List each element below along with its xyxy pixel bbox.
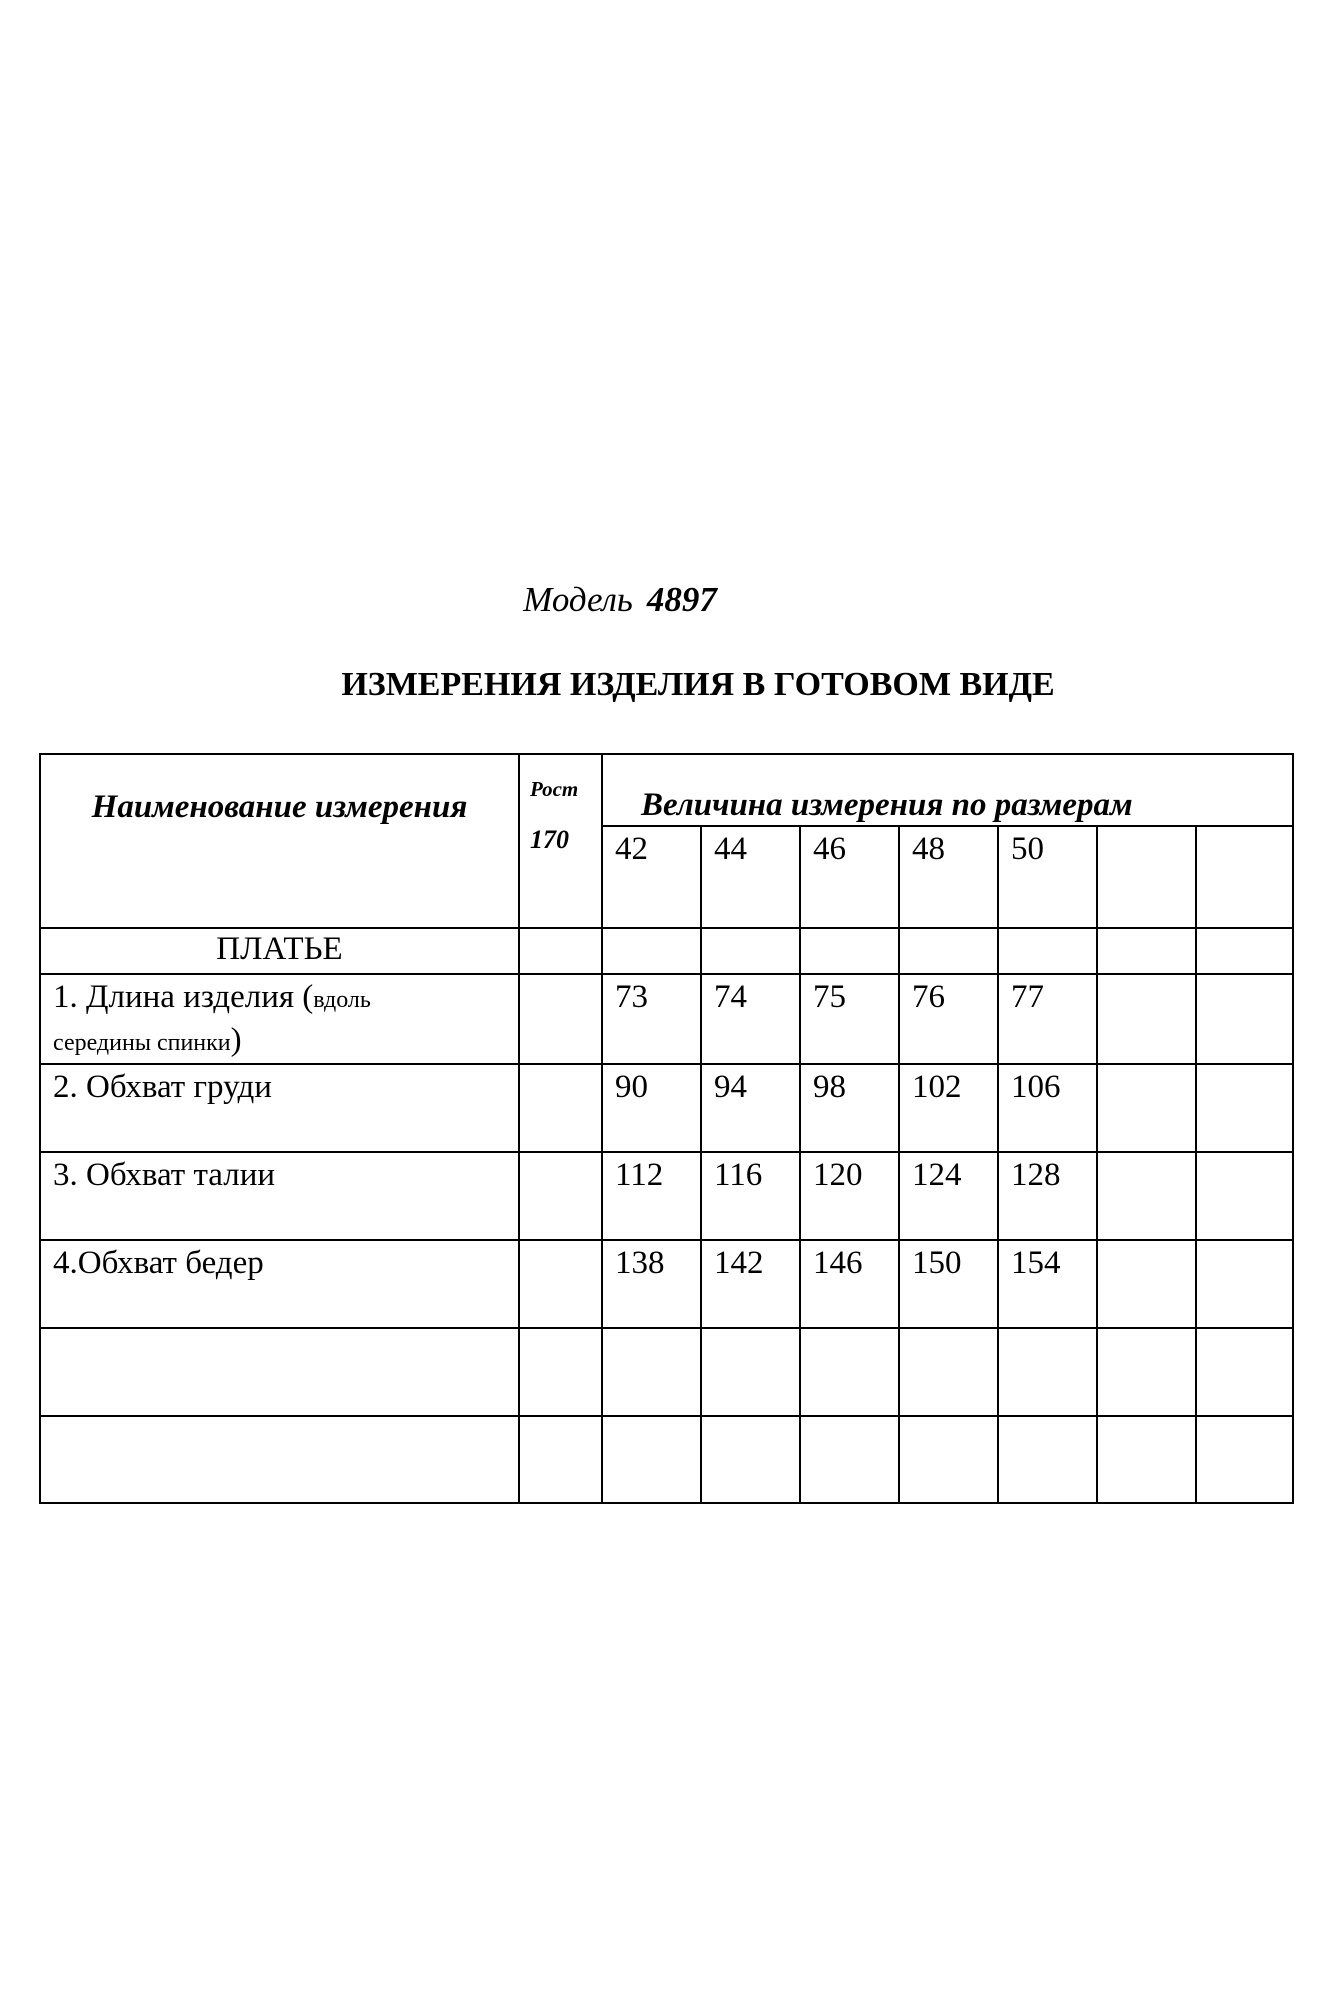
empty-row <box>40 1328 1293 1416</box>
empty-cell <box>701 1328 800 1416</box>
rost-cell <box>519 1064 602 1152</box>
measurement-name: 4.Обхват бедер <box>40 1240 519 1328</box>
size-cell: 50 <box>998 826 1097 928</box>
empty-cell <box>40 1416 519 1503</box>
measurements-table <box>39 753 1294 1504</box>
value-cell <box>1196 1064 1293 1152</box>
empty-cell <box>1196 1328 1293 1416</box>
value-cell <box>1097 974 1196 1064</box>
model-label: Модель <box>523 580 633 619</box>
empty-cell <box>519 1416 602 1503</box>
empty-cell <box>701 928 800 974</box>
value-cell <box>1196 974 1293 1064</box>
value-cell: 76 <box>899 974 998 1064</box>
empty-cell <box>1196 928 1293 974</box>
table-row <box>40 1240 1293 1328</box>
value-cell: 128 <box>998 1152 1097 1240</box>
size-cell <box>1097 826 1196 928</box>
note-paren-open: ( <box>302 979 314 1015</box>
value-cell: 102 <box>899 1064 998 1152</box>
measurement-note: вдоль <box>313 987 371 1013</box>
model-number: 4897 <box>646 580 717 619</box>
empty-cell <box>1097 928 1196 974</box>
rost-value: 170 <box>530 825 569 854</box>
rost-cell <box>519 1152 602 1240</box>
size-cell <box>1196 826 1293 928</box>
empty-cell <box>602 1328 701 1416</box>
value-cell <box>1097 1152 1196 1240</box>
section-label: ПЛАТЬЕ <box>40 928 519 974</box>
table-row <box>40 974 1293 1064</box>
rost-cell <box>519 974 602 1064</box>
empty-cell <box>800 928 899 974</box>
value-cell <box>1196 1152 1293 1240</box>
value-cell: 124 <box>899 1152 998 1240</box>
size-cell: 42 <box>602 826 701 928</box>
empty-cell <box>701 1416 800 1503</box>
column-header-sizes: Величина измерения по размерам <box>602 754 1293 826</box>
rost-cell <box>519 1240 602 1328</box>
empty-cell <box>800 1328 899 1416</box>
value-cell: 73 <box>602 974 701 1064</box>
empty-cell <box>602 1416 701 1503</box>
value-cell <box>1097 1064 1196 1152</box>
value-cell: 146 <box>800 1240 899 1328</box>
section-row <box>40 928 1293 974</box>
size-cell: 44 <box>701 826 800 928</box>
value-cell: 90 <box>602 1064 701 1152</box>
value-cell: 150 <box>899 1240 998 1328</box>
measurement-name: 3. Обхват талии <box>40 1152 519 1240</box>
value-cell: 116 <box>701 1152 800 1240</box>
empty-cell <box>998 1328 1097 1416</box>
empty-cell <box>899 1328 998 1416</box>
document-title: ИЗМЕРЕНИЯ ИЗДЕЛИЯ В ГОТОВОМ ВИДЕ <box>341 666 1055 703</box>
empty-cell <box>1097 1328 1196 1416</box>
column-header-rost <box>519 754 602 928</box>
empty-cell <box>40 1328 519 1416</box>
empty-cell <box>519 1328 602 1416</box>
empty-cell <box>1097 1416 1196 1503</box>
empty-cell <box>800 1416 899 1503</box>
value-cell <box>1196 1240 1293 1328</box>
value-cell <box>1097 1240 1196 1328</box>
value-cell: 75 <box>800 974 899 1064</box>
column-header-measurement-name: Наименование измерения <box>40 754 519 928</box>
value-cell: 106 <box>998 1064 1097 1152</box>
empty-cell <box>899 928 998 974</box>
table-row <box>40 1064 1293 1152</box>
empty-cell <box>998 1416 1097 1503</box>
note-paren-close: ) <box>230 1022 242 1058</box>
empty-cell <box>1196 1416 1293 1503</box>
size-cell: 48 <box>899 826 998 928</box>
value-cell: 112 <box>602 1152 701 1240</box>
value-cell: 142 <box>701 1240 800 1328</box>
empty-row <box>40 1416 1293 1503</box>
value-cell: 120 <box>800 1152 899 1240</box>
value-cell: 154 <box>998 1240 1097 1328</box>
empty-cell <box>519 928 602 974</box>
empty-cell <box>602 928 701 974</box>
model-line <box>0 580 1240 620</box>
table-header-row <box>40 754 1293 826</box>
measurement-name <box>40 974 519 1064</box>
empty-cell <box>899 1416 998 1503</box>
measurement-name: 2. Обхват груди <box>40 1064 519 1152</box>
value-cell: 98 <box>800 1064 899 1152</box>
value-cell: 94 <box>701 1064 800 1152</box>
rost-label: Рост <box>530 777 579 801</box>
table-row <box>40 1152 1293 1240</box>
value-cell: 138 <box>602 1240 701 1328</box>
value-cell: 74 <box>701 974 800 1064</box>
empty-cell <box>998 928 1097 974</box>
measurement-label: 1. Длина изделия <box>53 979 303 1015</box>
size-cell: 46 <box>800 826 899 928</box>
measurement-note-continued: середины спинки <box>53 1030 231 1056</box>
value-cell: 77 <box>998 974 1097 1064</box>
